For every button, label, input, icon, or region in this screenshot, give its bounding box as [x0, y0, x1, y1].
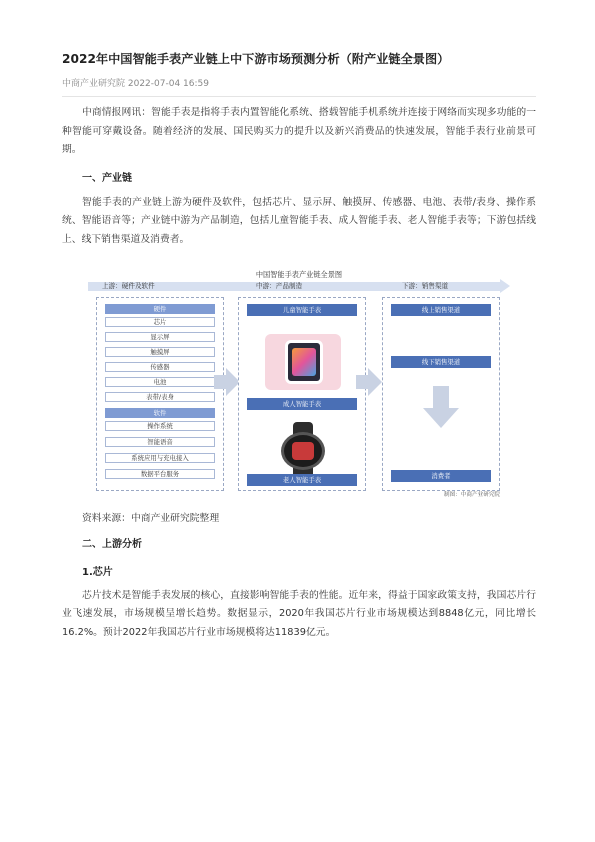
midstream-item: 老人智能手表 — [247, 474, 357, 486]
industry-chain-paragraph: 智能手表的产业链上游为硬件及软件，包括芯片、显示屏、触摸屏、传感器、电池、表带/表身、操作系统、智能语音等；产业链中游为产品制造，包括儿童智能手表、成人智能手表、老人智能手表等；下游包括线上、线下销售渠道及消费者。 — [62, 196, 536, 245]
hardware-item: 芯片 — [105, 317, 215, 328]
software-category: 软件 — [105, 408, 215, 418]
chip-paragraph: 芯片技术是智能手表发展的核心，直接影响智能手表的性能。近年来，得益于国家政策支持，我国芯片行业飞速发展，市场规模呈增长趋势。数据显示，2020年我国芯片行业市场规模达到8848亿元，同比增长16.2%。预计2022年我国芯片行业市场规模将达11839亿元。 — [62, 589, 536, 638]
hardware-category: 硬件 — [105, 304, 215, 314]
figure-source: 资料来源：中商产业研究院整理 — [82, 512, 220, 524]
midstream-item: 儿童智能手表 — [247, 304, 357, 316]
kids-smartwatch-image — [265, 334, 341, 390]
midstream-column — [238, 297, 366, 491]
arrow-right-icon — [368, 368, 382, 396]
software-item: 操作系统 — [105, 421, 215, 432]
midstream-item: 成人智能手表 — [247, 398, 357, 410]
software-item: 数据平台服务 — [105, 469, 215, 480]
downstream-item: 线上销售渠道 — [391, 304, 491, 316]
downstream-item: 线下销售渠道 — [391, 356, 491, 368]
industry-chain-figure — [84, 270, 514, 502]
downstream-label: 下游：销售渠道 — [402, 281, 449, 290]
hardware-item: 表带/表身 — [105, 392, 215, 403]
downstream-column — [382, 297, 500, 491]
arrow-down-icon — [423, 408, 459, 428]
divider — [62, 96, 536, 97]
hardware-item: 传感器 — [105, 362, 215, 373]
hardware-item: 显示屏 — [105, 332, 215, 343]
article — [62, 50, 536, 642]
hardware-item: 触摸屏 — [105, 347, 215, 358]
section-heading-upstream: 二、上游分析 — [82, 538, 142, 550]
software-item: 智能语音 — [105, 437, 215, 448]
adult-smartwatch-image — [271, 422, 335, 480]
figure-note: 制图：中商产业研究院 — [444, 491, 500, 498]
article-meta: 中商产业研究院 2022-07-04 16:59 — [62, 79, 209, 89]
subsection-heading-chip: 1.芯片 — [82, 566, 113, 578]
intro-paragraph: 中商情报网讯：智能手表是指将手表内置智能化系统、搭载智能手机系统并连接于网络而实现多功能的一种智能可穿戴设备。随着经济的发展、国民购买力的提升以及新兴消费品的快速发展，智能手表行业前景可期。 — [62, 107, 536, 156]
upstream-label: 上游：硬件及软件 — [102, 281, 155, 290]
article-title: 2022年中国智能手表产业链上中下游市场预测分析（附产业链全景图） — [62, 52, 450, 66]
downstream-item: 消费者 — [391, 470, 491, 482]
midstream-label: 中游：产品制造 — [256, 281, 303, 290]
hardware-item: 电池 — [105, 377, 215, 388]
section-heading-industry-chain: 一、产业链 — [82, 172, 132, 184]
upstream-column — [96, 297, 224, 491]
figure-title: 中国智能手表产业链全景图 — [255, 269, 343, 279]
software-item: 系统应用与充电接入 — [105, 453, 215, 464]
